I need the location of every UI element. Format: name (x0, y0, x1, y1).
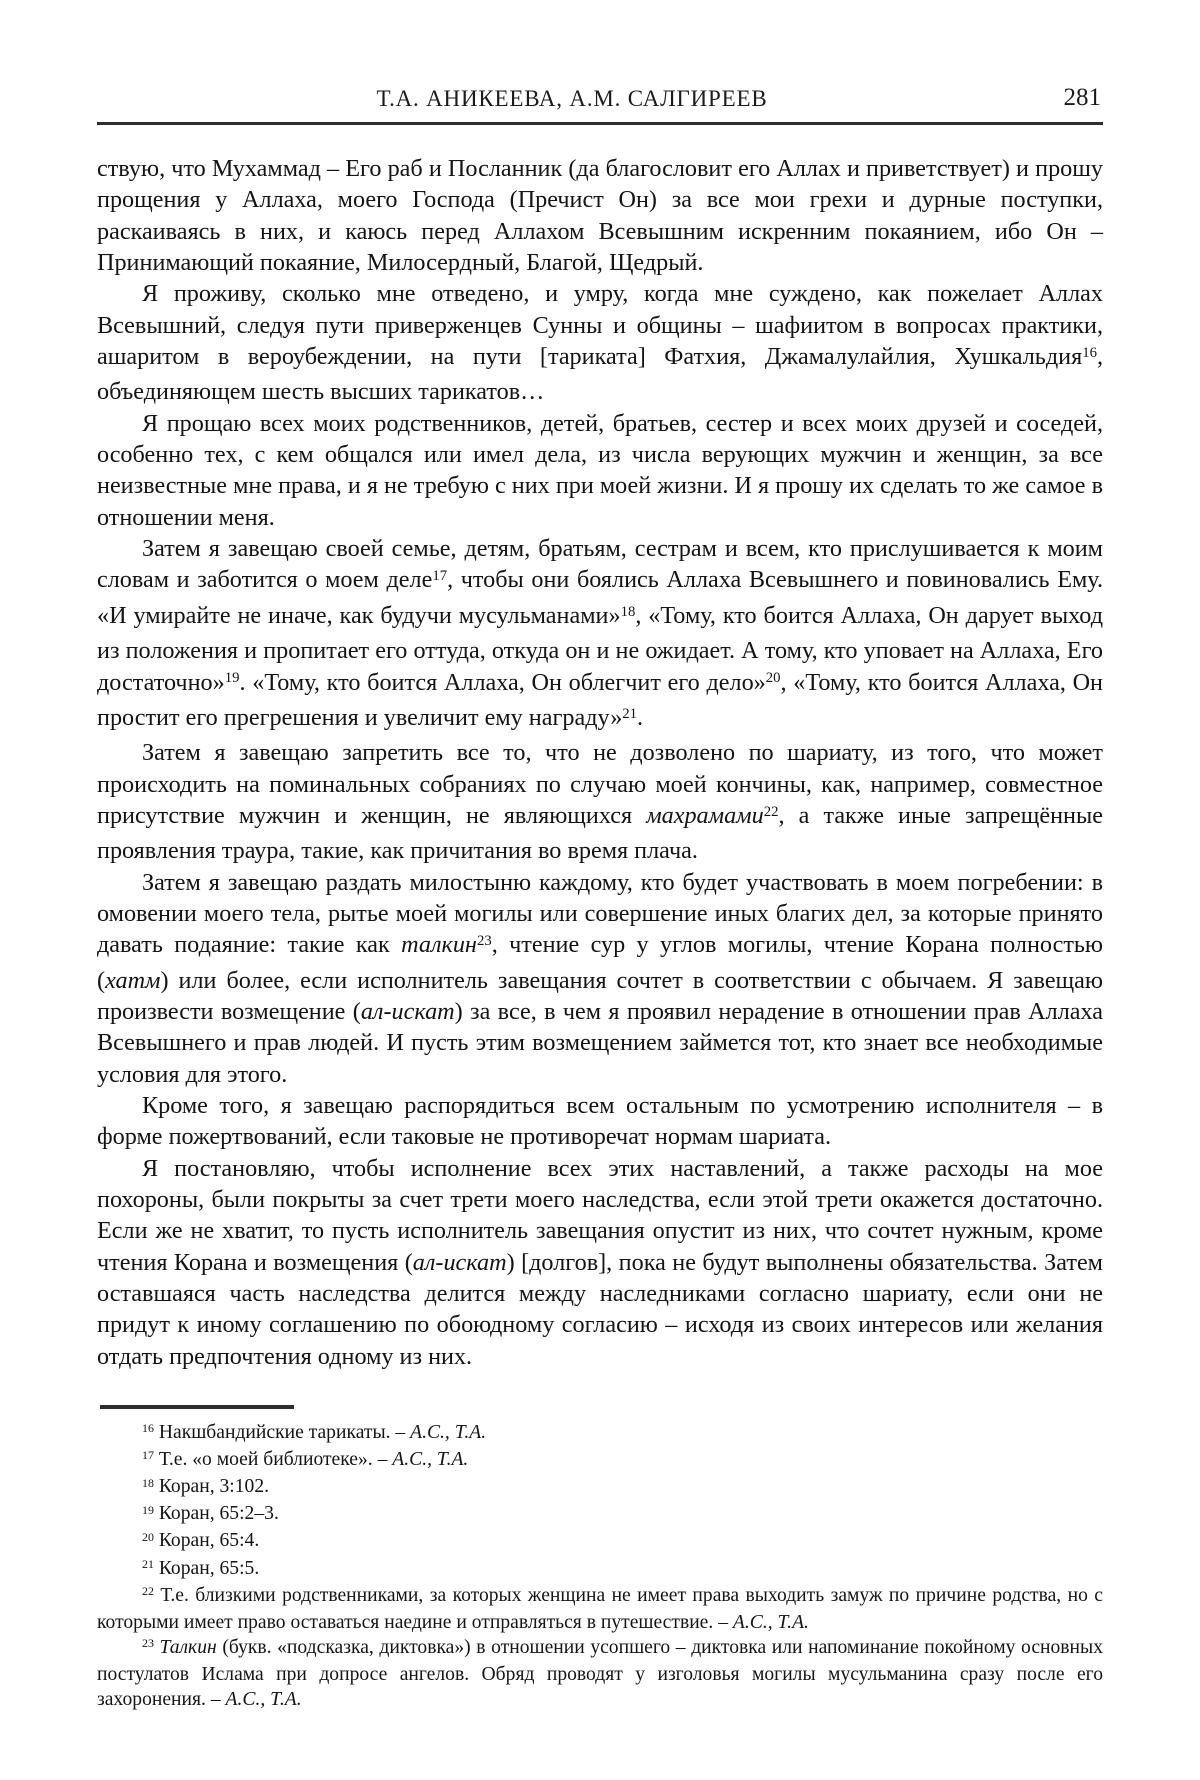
footnote-marker: 23 (142, 1636, 154, 1651)
text-run: Кроме того, я завещаю распорядиться всем остальным по усмотрению исполнителя – в форме пожертвований, если таковые не противоречат нормам шариата. (97, 1091, 1103, 1151)
footnote-item (97, 1420, 1103, 1447)
text-run: (букв. «подсказка, диктовка») в отношении усопшего – диктовка или напоминание покойному основных постулатов Ислама при допросе ангелов. Обряд проводят у изголовья могилы мусульманина сразу после его захоронения. (97, 1636, 1103, 1710)
footnote-ref: 21 (622, 705, 638, 722)
footnote-marker: 18 (142, 1475, 154, 1490)
footnote-marker: 20 (142, 1529, 154, 1544)
page-number: 281 (1063, 84, 1101, 111)
paragraph (97, 408, 1103, 533)
footnote-marker: 16 (142, 1421, 154, 1436)
text-run: ствую, что Мухаммад – Его раб и Посланник (да благословит его Аллах и приветствует) и прошу прощения у Аллаха, моего Господа (Пречист Он) за все мои грехи и дурные поступки, раскаиваясь в них, и каюсь перед Аллахом Всевышним искренним покаянием, ибо Он – Принимающий покаяние, Милосердный, Благой, Щедрый. (97, 155, 1103, 277)
paragraph (97, 737, 1103, 866)
text-run: Затем я завещаю своей семье, детям, братьям, сестрам и всем, кто прислушивается к моим словам и заботится о моем деле (97, 535, 1103, 594)
footnote-marker: 21 (142, 1556, 154, 1571)
text-run: – А.С., Т.А. (718, 1611, 809, 1633)
footnote-item (97, 1447, 1103, 1474)
text-run: хатм (105, 966, 161, 994)
text-run: Я постановляю, чтобы исполнение всех этих наставлений, а также расходы на мое похороны, были покрыты за счет трети моего наследства, если этой трети окажется достаточно. Если же не хватит, то пусть исполнитель завещания опустит из них, что сочтет нужным, кроме чтения Корана и возмещения ( (97, 1154, 1103, 1276)
text-run: ) за все, в чем я проявил нерадение в отношении прав Аллаха Всевышнего и прав людей. И пусть этим возмещением займется тот, кто знает все необходимые условия для этого. (97, 997, 1104, 1088)
text-run: Т.е. «о моей библиотеке». (158, 1449, 378, 1471)
text-run: . «Тому, кто боится Аллаха, Он облегчит его дело» (239, 668, 766, 696)
text-run: – А.С., Т.А. (395, 1422, 487, 1444)
running-head-authors: Т.А. АНИКЕЕВА, А.М. САЛГИРЕЕВ (376, 86, 768, 111)
footnote-ref: 17 (432, 568, 448, 585)
paragraph (97, 278, 1103, 407)
text-run: Накшбандийские тарикаты. (158, 1422, 396, 1444)
page-header (97, 0, 1103, 112)
text-run: Коран, 65:2–3. (158, 1503, 279, 1525)
text-run: Коран, 65:5. (158, 1557, 260, 1579)
footnote-item (97, 1583, 1103, 1635)
text-run: – А.С., Т.А. (210, 1689, 302, 1710)
footnote-item (97, 1556, 1103, 1583)
text-run: , чтение сур у углов могилы, чтение Корана полностью ( (97, 931, 1103, 994)
text-run: талкин (401, 931, 477, 959)
text-run: ал-искат (360, 997, 455, 1025)
paragraph (97, 867, 1103, 1090)
text-run: Я прощаю всех моих родственников, детей, братьев, сестер и всех моих друзей и соседей, особенно тех, с кем общался или имел дела, из числа верующих мужчин и женщин, за все неизвестные мне права, и я не требую с них при моей жизни. И я прошу их сделать то же самое в отношении меня. (97, 409, 1103, 531)
footnote-marker: 22 (142, 1583, 154, 1598)
text-run: . (637, 703, 644, 731)
text-run: махрамами (646, 801, 764, 829)
footnote-marker: 17 (142, 1448, 154, 1463)
paragraph (97, 533, 1103, 737)
footnote-ref: 16 (1082, 344, 1097, 361)
footnote-ref: 18 (620, 603, 636, 620)
text-run: Талкин (159, 1636, 217, 1658)
text-run: ал-искат (412, 1248, 507, 1276)
text-run: , чтобы они боялись Аллаха Всевышнего и повиновались Ему. «И умирайте не иначе, как будучи мусульманами» (97, 566, 1103, 629)
footnote-item (97, 1501, 1103, 1528)
paragraph (97, 1153, 1103, 1372)
text-run: ) [долгов], пока не будут выполнены обязательства. Затем оставшаяся часть наследства делится между наследниками согласно шариату, если они не придут к иному соглашению по обоюдному согласию – исходя из своих интересов или желания отдать предпочтения одному из них. (97, 1248, 1103, 1370)
text-run: Затем я завещаю раздать милостыню каждому, кто будет участвовать в моем погребении: в омовении моего тела, рытье моей могилы или совершение иных благих дел, за которые принято давать подаяние: такие как (97, 868, 1103, 959)
text-run: , а также иные запрещённые проявления траура, такие, как причитания во время плача. (97, 801, 1103, 865)
footnote-item (97, 1635, 1103, 1712)
text-run: Затем я завещаю запретить все то, что не дозволено по шариату, из того, что может происходить на поминальных собраниях по случаю моей кончины, как, например, совместное присутствие мужчин и женщин, не являющихся (97, 739, 1103, 829)
footnote-ref: 23 (476, 933, 492, 950)
text-run: Я проживу, сколько мне отведено, и умру, когда мне суждено, как пожелает Аллах Всевышний, следуя пути приверженцев Сунны и общины – шафиитом в вопросах практики, ашаритом в вероубеждении, на пути [тариката] Фатхия, Джамалулайлия, Хушкальдия (97, 280, 1103, 371)
text-run: – А.С., Т.А. (377, 1449, 469, 1471)
footnote-ref: 19 (224, 670, 240, 687)
text-run: , объединяющем шесть высших тарикатов… (97, 343, 1103, 406)
footnote-separator-rule (100, 1405, 294, 1409)
footnote-item (97, 1474, 1103, 1501)
footnote-marker: 19 (142, 1502, 154, 1517)
header-rule (97, 122, 1103, 125)
text-run: Коран, 65:4. (158, 1530, 260, 1552)
paragraph (97, 1090, 1103, 1153)
footnotes-section (97, 1420, 1103, 1712)
body-text (97, 153, 1103, 1372)
text-run: Коран, 3:102. (158, 1476, 270, 1498)
footnote-ref: 20 (765, 670, 781, 687)
text-run: Т.е. близкими родственниками, за которых женщина не имеет права выходить замуж по причине родства, но с которыми имеет право оставаться наедине и отправляться в путешествие. (97, 1584, 1103, 1633)
text-run: , «Тому, кто боится Аллаха, Он простит его прегрешения и увеличит ему награду» (97, 668, 1103, 731)
footnote-ref: 22 (763, 803, 779, 820)
text-run: ) или более, если исполнитель завещания сочтет в соответствии с обычаем. Я завещаю произвести возмещение ( (97, 966, 1103, 1025)
paragraph (97, 153, 1103, 278)
footnote-item (97, 1528, 1103, 1555)
text-run: , «Тому, кто боится Аллаха, Он дарует выход из положения и пропитает его оттуда, откуда он и не ожидает. А тому, кто уповает на Аллаха, Его достаточно» (97, 601, 1103, 696)
